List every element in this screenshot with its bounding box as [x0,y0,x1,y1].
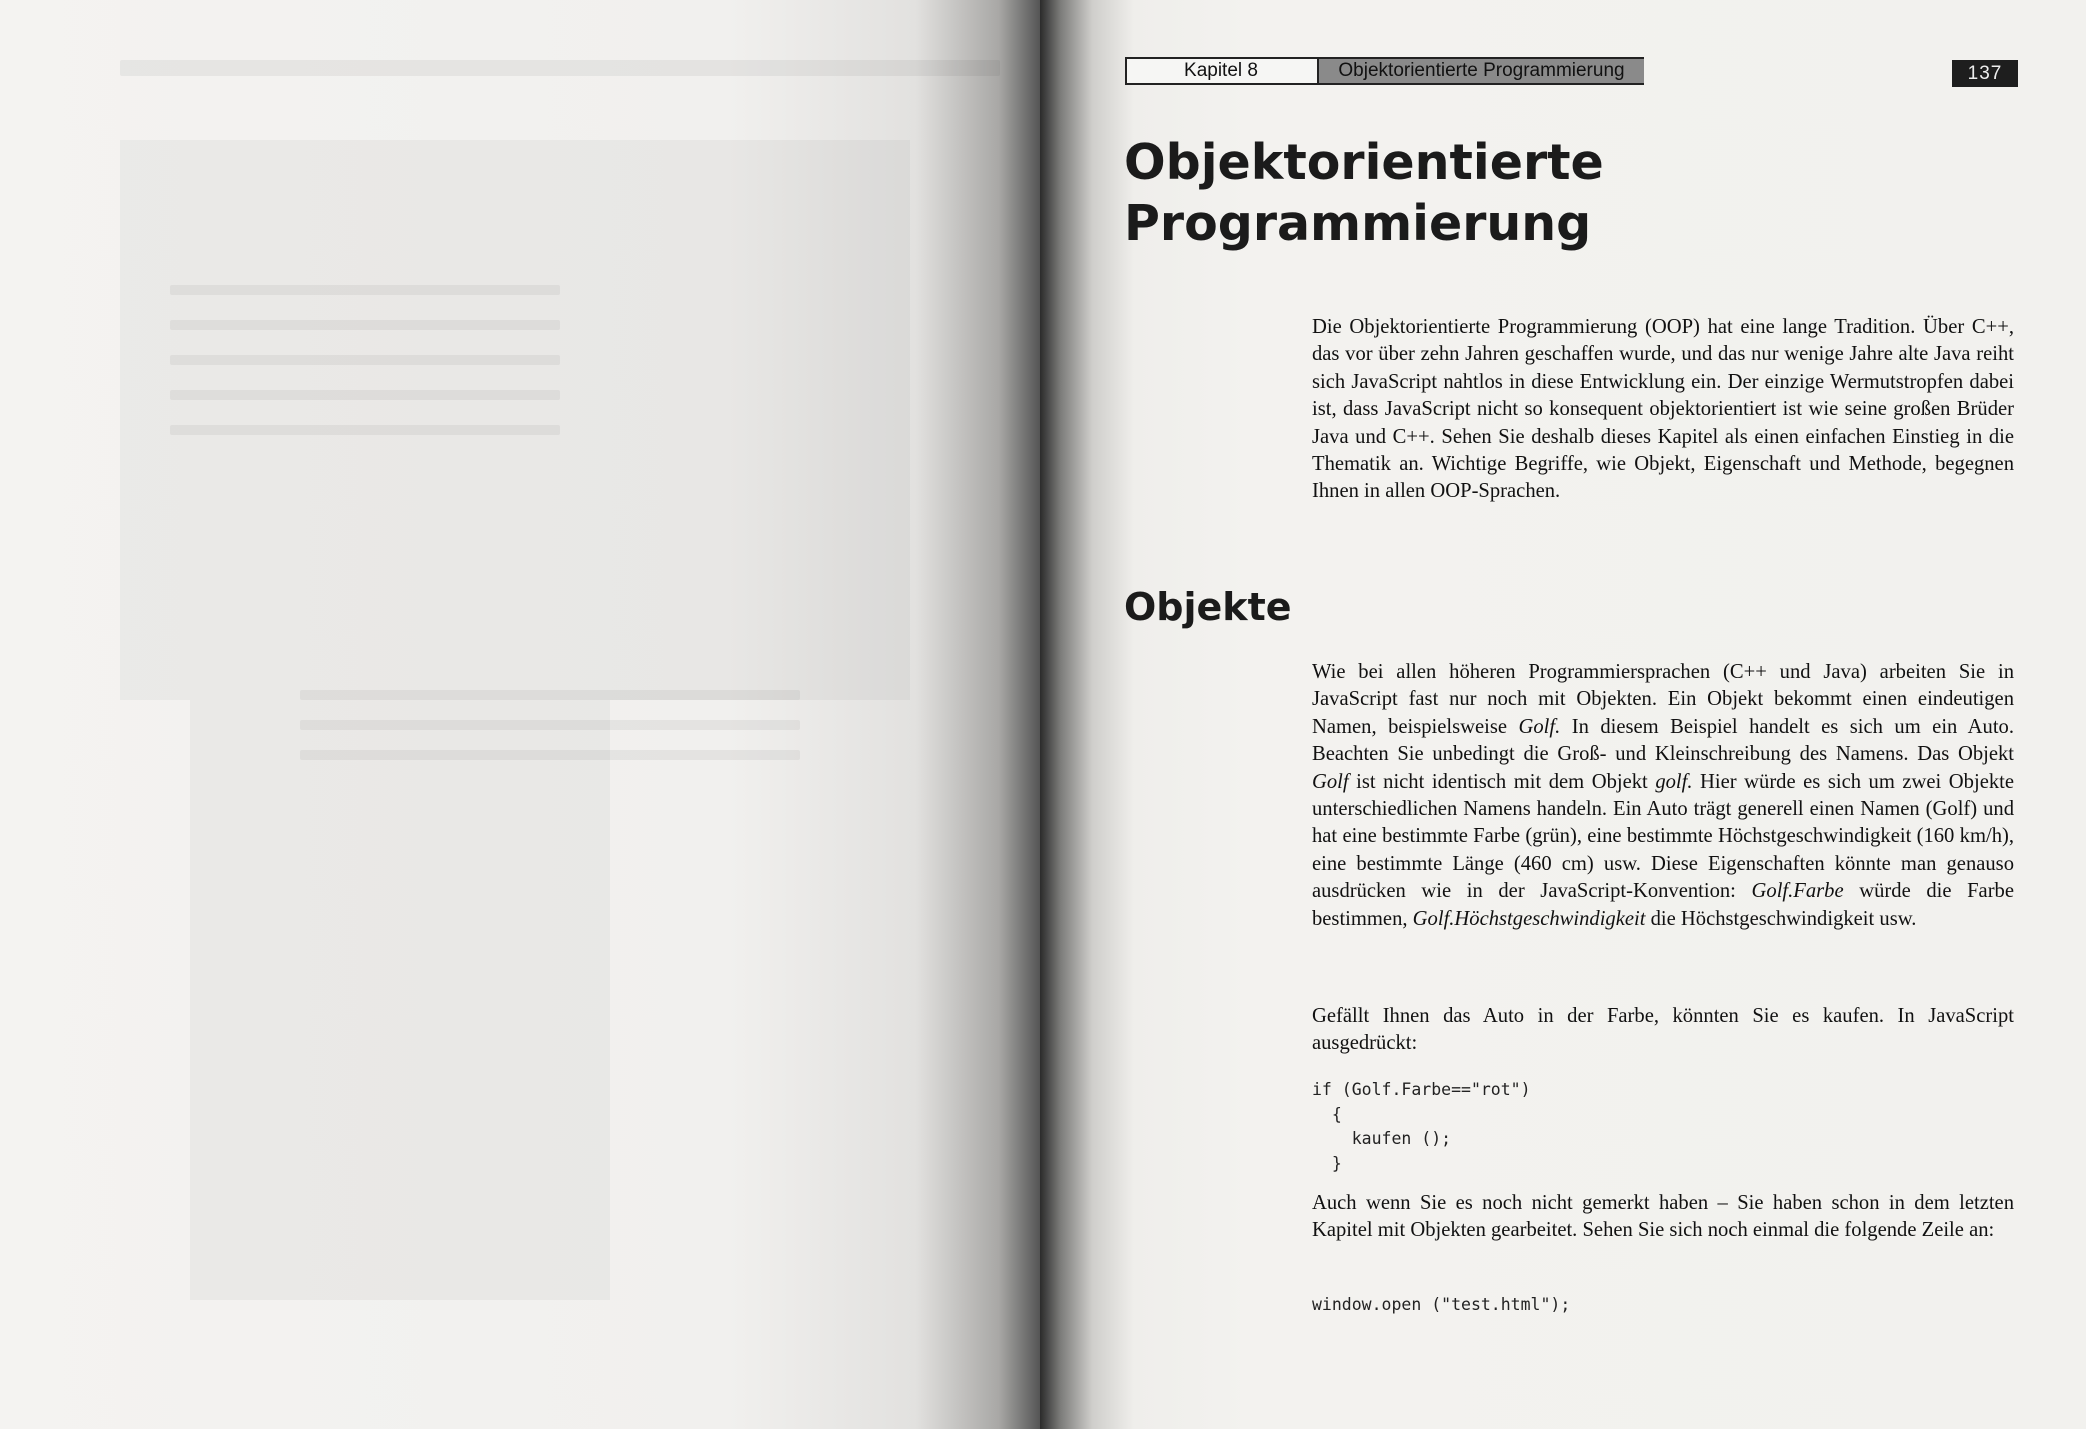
show-through-line [170,320,560,330]
buy-paragraph: Gefällt Ihnen das Auto in der Farbe, könnten Sie es kaufen. In JavaScript ausgedrückt: [1312,1005,2014,1055]
show-through-block [190,700,610,1300]
show-through-line [300,720,800,730]
show-through-line [170,285,560,295]
section-heading: Objekte [1124,585,1292,629]
italic-term: Golf.Farbe [1751,880,1844,903]
left-page [0,0,1040,1429]
chapter-title [1124,132,1724,254]
show-through-line [170,390,560,400]
code-line: if (Golf.Farbe=="rot") [1312,1080,1531,1099]
show-through-block [120,140,910,700]
text-run: Hier würde es sich um zwei Objekte unterschiedlichen Namens handeln. Ein Auto trägt generell einen Namen (Golf) und hat eine bestimmte Farbe (grün), eine bestimmte Höchstgeschwindigkeit (160 km/h), eine bestimmte Länge (460 cm) usw. Diese Eigenschaften könnte man genauso ausdrücken wie in der JavaScript-Konvention: [1312,770,2014,903]
show-through-line [170,355,560,365]
code-block-window-open: window.open ("test.html"); [1312,1295,1571,1314]
page-number: 137 [1952,60,2018,87]
show-through-line [300,750,800,760]
italic-term: golf. [1655,770,1693,793]
text-run: die Höchstgeschwindigkeit usw. [1645,907,1917,930]
italic-term: Golf [1312,770,1349,793]
italic-term: Golf.Höchstgeschwindigkeit [1412,907,1646,930]
italic-term: Golf. [1518,715,1561,738]
code-line: { [1312,1104,1342,1124]
running-header-section: Objektorientierte Programmierung [1317,59,1644,83]
text-run: Wie bei allen höheren Programmiersprachen (C++ und Java) arbeiten Sie in JavaScript fast nur noch mit Objekten. Ein Objekt bekommt einen eindeutigen Namen, beispielsweise [1312,661,2014,738]
text-run: würde die Farbe bestimmen, [1312,880,2014,930]
objects-paragraph [1312,659,2014,933]
code-line: } [1312,1153,1342,1173]
chapter-title-line1: Objektorientierte [1124,134,1604,191]
show-through-line [170,425,560,435]
code-block-if [1312,1078,1531,1176]
show-through-line [120,60,1000,76]
code-line: kaufen (); [1312,1129,1452,1148]
intro-paragraph: Die Objektorientierte Programmierung (OOP) hat eine lange Tradition. Über C++, das vor über zehn Jahren geschaffen wurde, und das nur wenige Jahre alte Java reiht sich JavaScript nahtlos in diese Entwicklung ein. Der einzige Wermutstropfen dabei ist, dass JavaScript nicht so konsequent objektorientiert ist wie seine großen Brüder Java und C++. Sehen Sie deshalb dieses Kapitel als einen einfachen Einstieg in die Thematik an. Wichtige Begriffe, wie Objekt, Eigenschaft und Methode, begegnen Ihnen in allen OOP-Sprachen. [1312,316,2014,503]
show-through-line [300,690,800,700]
text-run: In diesem Beispiel handelt es sich um ein Auto. Beachten Sie unbedingt die Groß- und Kleinschreibung des Namens. Das Objekt [1312,715,2014,766]
running-header-chapter: Kapitel 8 [1184,60,1258,81]
text-run: ist nicht identisch mit dem Objekt [1348,770,1656,793]
chapter-title-line2: Programmierung [1124,195,1592,252]
window-paragraph: Auch wenn Sie es noch nicht gemerkt haben – Sie haben schon in dem letzten Kapitel mit Objekten gearbeitet. Sehen Sie sich noch einmal die folgende Zeile an: [1312,1192,2014,1242]
